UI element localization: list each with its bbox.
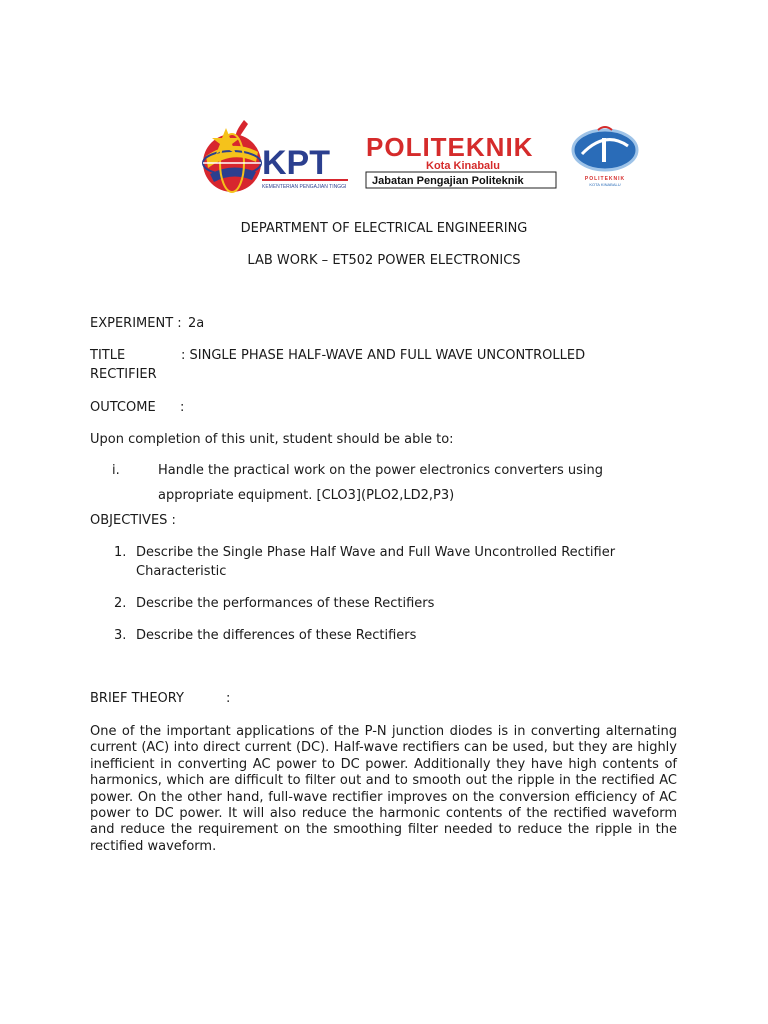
brief-theory-label: BRIEF THEORY — [90, 691, 184, 706]
objective-item-1-cont: Characteristic — [136, 564, 227, 579]
politeknik-subtitle: Kota Kinabalu — [426, 160, 500, 172]
objective-marker-1: 1. — [114, 545, 127, 560]
objective-marker-2: 2. — [114, 596, 127, 611]
brief-theory-paragraph: One of the important applications of the P-N junction diodes is in converting alternating current (AC) into direct current (DC). Half-wave rectifiers can be used, but they are highly inefficient in converting AC power to DC power. Additionally they have high contents of harmonics, which are difficult to filter out and to smooth out the ripple in the rectified AC power. On the other hand, full-wave rectifier improves on the conversion efficiency of AC power to DC power. It will also reduce the harmonic contents of the rectified waveform and reduce the requirement on the smoothing filter needed to reduce the ripple in the rectified waveform. — [90, 724, 677, 854]
title-label: TITLE — [90, 348, 126, 363]
outcome-item-marker: i. — [112, 463, 120, 478]
kpt-subtitle: KEMENTERIAN PENGAJIAN TINGGI — [262, 184, 347, 190]
politeknik-logo — [364, 126, 560, 190]
emblem-logo — [568, 124, 642, 190]
outcome-label: OUTCOME — [90, 400, 156, 415]
title-value: : SINGLE PHASE HALF-WAVE AND FULL WAVE UNCONTROLLED — [181, 348, 586, 363]
outcome-colon: : — [180, 400, 185, 415]
experiment-value: 2a — [188, 316, 205, 331]
brief-theory-colon: : — [226, 691, 231, 706]
logo-strip — [196, 118, 642, 196]
objective-item-1: Describe the Single Phase Half Wave and Full Wave Uncontrolled Rectifier — [136, 545, 616, 560]
politeknik-tagline: Jabatan Pengajian Politeknik — [372, 175, 524, 187]
outcome-item-line1: Handle the practical work on the power electronics converters using — [158, 463, 604, 478]
department-heading: DEPARTMENT OF ELECTRICAL ENGINEERING — [240, 221, 528, 236]
emblem-subtext: KOTA KINABALU — [589, 182, 621, 187]
title-value-continued: RECTIFIER — [90, 367, 157, 382]
objective-marker-3: 3. — [114, 628, 127, 643]
lab-work-heading: LAB WORK – ET502 POWER ELECTRONICS — [247, 253, 521, 268]
emblem-text: POLITEKNIK — [584, 176, 626, 182]
kpt-wordmark: KPT — [262, 144, 330, 182]
outcome-item-line2: appropriate equipment. [CLO3](PLO2,LD2,P3) — [158, 488, 455, 503]
objectives-label: OBJECTIVES : — [90, 513, 176, 528]
politeknik-wordmark: POLITEKNIK — [366, 132, 534, 162]
objective-item-3: Describe the differences of these Rectifiers — [136, 628, 417, 643]
kpt-logo — [196, 118, 356, 196]
objective-item-2: Describe the performances of these Rectifiers — [136, 596, 435, 611]
outcome-intro: Upon completion of this unit, student should be able to: — [90, 432, 454, 447]
experiment-label: EXPERIMENT : — [90, 316, 182, 331]
